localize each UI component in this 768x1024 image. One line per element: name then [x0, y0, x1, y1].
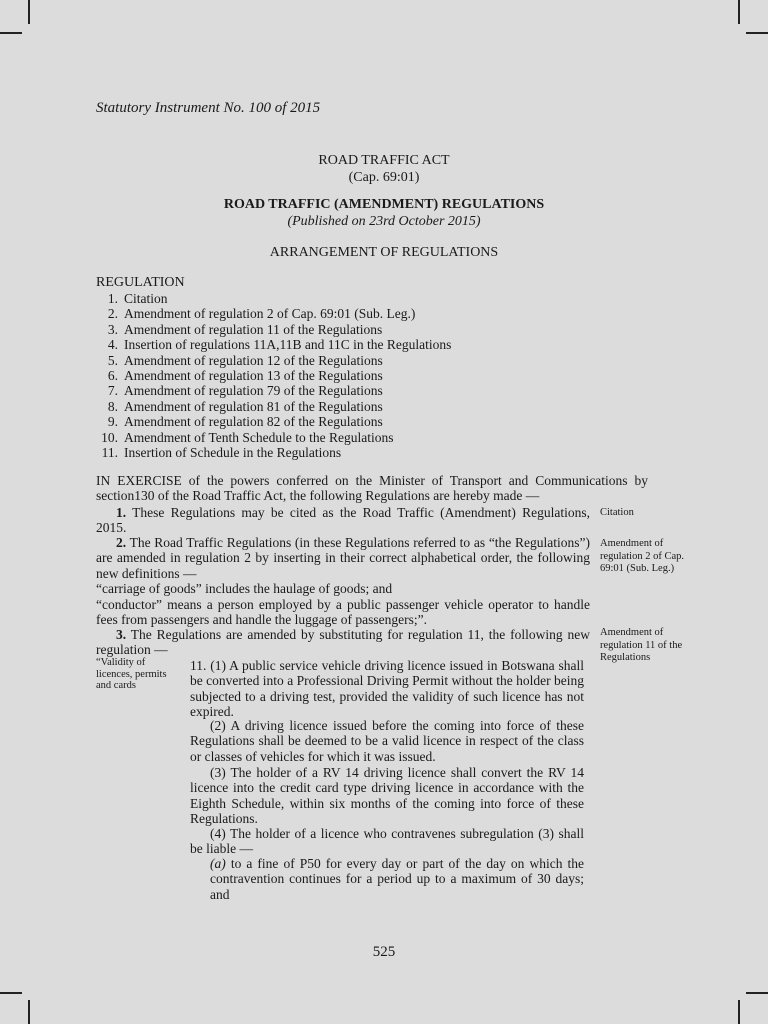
- toc-item: 9. Amendment of regulation 82 of the Regulations: [107, 414, 383, 430]
- act-title: ROAD TRAFFIC ACT: [318, 153, 450, 168]
- toc-item: 11. Insertion of Schedule in the Regulations: [101, 444, 342, 460]
- toc-item: 1. Citation: [107, 291, 168, 306]
- reg11-para-2: (2) A driving licence issued before the coming into force of these Regulations shall be deemed to be a valid licence in respect of the class or classes of vehicles for which it was issued.: [190, 718, 584, 764]
- margin-note-citation: Citation: [600, 507, 634, 518]
- toc-list: [96, 291, 451, 460]
- page-number: 525: [372, 944, 396, 960]
- toc-item: 3. Amendment of regulation 11 of the Regulations: [107, 321, 383, 337]
- validity-side-label: “Validity of licences, permits and cards: [96, 657, 167, 691]
- act-cap: (Cap. 69:01): [348, 170, 420, 185]
- arrangement-heading: ARRANGEMENT OF REGULATIONS: [269, 245, 499, 260]
- margin-note-amend-2: Amendment of regulation 2 of Cap. 69:01 (Sub. Leg.): [600, 538, 684, 574]
- toc-item: 8. Amendment of regulation 81 of the Regulations: [107, 398, 383, 414]
- definition-conductor: “conductor” means a person employed by a public passenger vehicle operator to handle fees from passengers and handle the luggage of passengers;”.: [96, 597, 590, 628]
- toc-heading: REGULATION: [96, 275, 185, 290]
- toc-item: 7. Amendment of regulation 79 of the Regulations: [107, 383, 383, 399]
- margin-note-amend-11: Amendment of regulation 11 of the Regulations: [600, 627, 683, 663]
- toc-item: 5. Amendment of regulation 12 of the Regulations: [107, 352, 383, 368]
- instrument-header: Statutory Instrument No. 100 of 2015: [96, 100, 321, 116]
- toc-item: 2. Amendment of regulation 2 of Cap. 69:01 (Sub. Leg.): [107, 306, 416, 322]
- published-date: (Published on 23rd October 2015): [287, 214, 481, 229]
- toc-item: 10. Amendment of Tenth Schedule to the Regulations: [101, 429, 394, 445]
- toc-item: 6. Amendment of regulation 13 of the Regulations: [107, 367, 383, 383]
- section-3: 3. The Regulations are amended by substituting for regulation 11, the following new regulation —: [96, 627, 590, 658]
- section-2: 2. The Road Traffic Regulations (in these Regulations referred to as “the Regulations”) are amended in regulation 2 by inserting in their correct alphabetical order, the following new definitions —: [96, 535, 590, 581]
- section-1: 1. These Regulations may be cited as the Road Traffic (Amendment) Regulations, 2015.: [96, 505, 590, 536]
- definition-carriage: “carriage of goods” includes the haulage of goods; and: [96, 581, 393, 596]
- reg11-para-a: (a) to a fine of P50 for every day or part of the day on which the contravention continues for a period up to a maximum of 30 days; and: [210, 856, 584, 902]
- reg11-para-1: 11. (1) A public service vehicle driving licence issued in Botswana shall be converted into a Professional Driving Permit without the holder being subjected to a driving test, provided the validity of such licence has not expired.: [190, 658, 584, 720]
- reg11-para-3: (3) The holder of a RV 14 driving licence shall convert the RV 14 licence into the credit card type driving licence in accordance with the Eighth Schedule, within six months of the coming into force of these Regulations.: [190, 765, 584, 827]
- regulations-title: ROAD TRAFFIC (AMENDMENT) REGULATIONS: [223, 197, 545, 212]
- toc-item: 4. Insertion of regulations 11A,11B and 11C in the Regulations: [107, 337, 452, 353]
- preamble: IN EXERCISE of the powers conferred on the Minister of Transport and Communications by section130 of the Road Traffic Act, the following Regulations are hereby made —: [96, 473, 648, 504]
- reg11-para-4: (4) The holder of a licence who contravenes subregulation (3) shall be liable —: [190, 826, 584, 857]
